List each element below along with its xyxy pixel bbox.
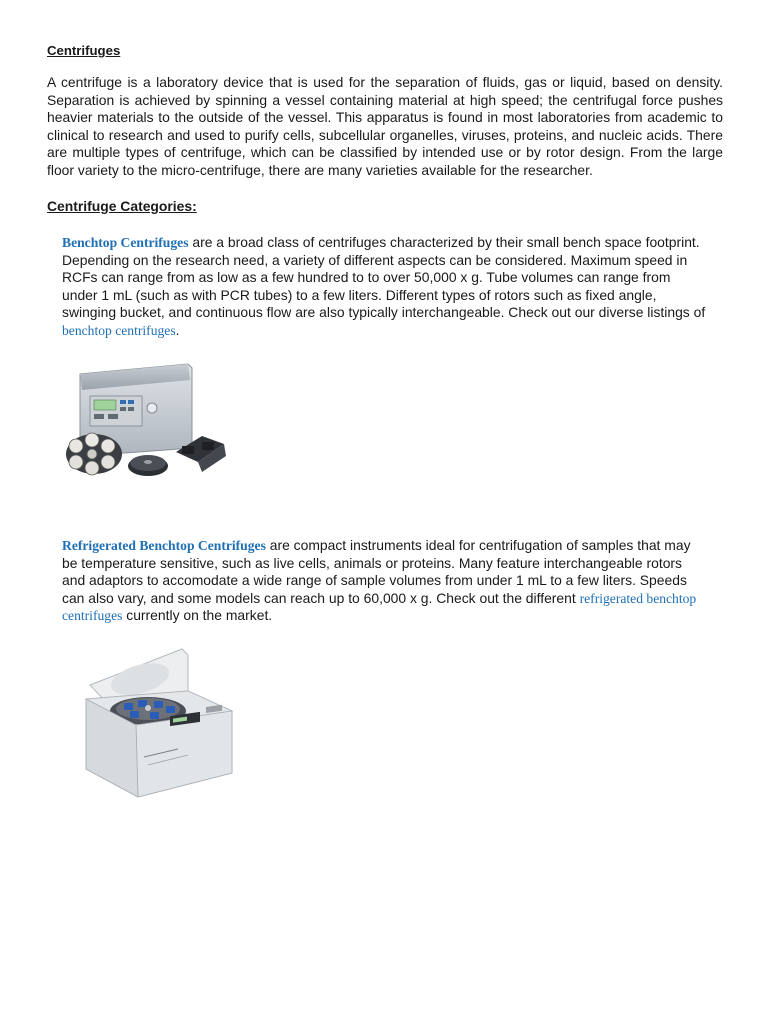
benchtop-centrifuge-photo [60, 360, 228, 484]
refrigerated-centrifuge-photo [78, 645, 238, 802]
benchtop-paragraph [62, 234, 708, 340]
refrigerated-title-link[interactable]: Refrigerated Benchtop Centrifuges [62, 538, 266, 553]
benchtop-title-link[interactable]: Benchtop Centrifuges [62, 235, 189, 250]
refrigerated-body-text: are compact instruments ideal for centrifugation of samples that may be temperature sensitive, such as live cells, animals or proteins. Many feature interchangeable rotors and adaptors to accomodate a wide range of sample volumes from under 1 mL to a few liters. Speeds can also vary, and some models can reach up to 60,000 x g. Check out the different [62, 537, 691, 606]
page-title: Centrifuges [47, 43, 121, 58]
benchtop-body-text: are a broad class of centrifuges characterized by their small bench space footprint. Depending on the research need, a variety of different aspects can be considered. Maximum speed in RCFs can range from as low as a few hundred to to over 50,000 x g. Tube volumes can range from under 1 mL (such as with PCR tubes) to a few liters. Different types of rotors such as fixed angle, swinging bucket, and continuous flow are also typically interchangeable. Check out our diverse listings of [62, 234, 706, 321]
refrigerated-end-text: currently on the market. [122, 607, 273, 624]
refrigerated-listing-link[interactable]: refrigerated benchtop centrifuges [62, 590, 697, 624]
benchtop-end-text: . [175, 321, 180, 338]
refrigerated-paragraph [62, 537, 708, 625]
benchtop-listing-link[interactable]: benchtop centrifuges [62, 322, 176, 338]
intro-paragraph: A centrifuge is a laboratory device that is used for the separation of fluids, gas or liquid, based on density. Separation is achieved by spinning a vessel containing material at high speed; the centrifugal force pushes heavier materials to the outside of the vessel. This apparatus is found in most laboratories from academic to clinical to research and used to purify cells, subcellular organelles, viruses, proteins, and nucleic acids. There are multiple types of centrifuge, which can be classified by intended use or by rotor design. From the large floor variety to the micro-centrifuge, there are many varieties available for the researcher. [47, 74, 723, 178]
categories-heading: Centrifuge Categories: [47, 198, 197, 214]
